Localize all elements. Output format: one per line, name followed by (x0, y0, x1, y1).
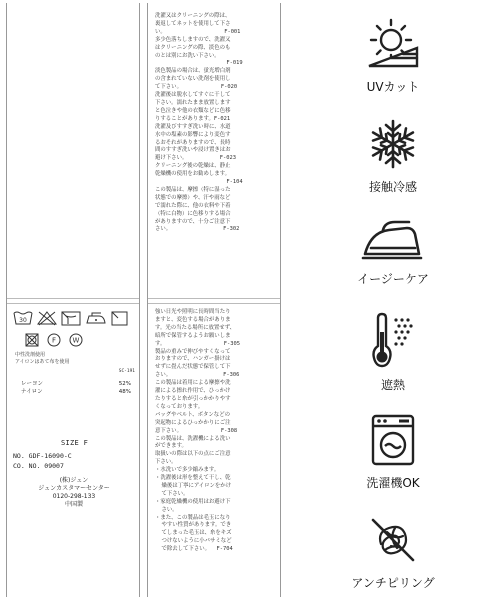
fold-line (7, 303, 139, 304)
iron-icon (361, 218, 425, 262)
svg-text:W: W (72, 336, 80, 345)
wet-clean-w-icon (69, 333, 83, 347)
feature-label: 接触冷感 (368, 180, 417, 194)
uv-cut-icon (365, 18, 421, 70)
no-bleach-icon (37, 310, 57, 326)
material-percent: 48% (118, 389, 131, 395)
care-symbols (13, 309, 135, 347)
customer-center: ジュンカスタマーセンター (38, 485, 110, 492)
flat-dry-icon (111, 310, 129, 326)
feature-anti-pilling (338, 514, 448, 591)
feature-easy-care (338, 218, 448, 287)
material-name: ナイロン (21, 389, 43, 395)
size-label: SIZE F (61, 439, 89, 447)
feature-cool-touch (338, 118, 448, 195)
composition-list (21, 380, 131, 396)
phone-number: 0120-298-133 (52, 493, 96, 500)
composition-row (21, 388, 131, 396)
wash-30-icon (13, 310, 33, 326)
composition-row (21, 380, 131, 388)
line-dry-shade-icon (61, 310, 81, 326)
feature-uv-cut (338, 18, 448, 95)
care-label-left (6, 3, 140, 597)
fold-line (7, 298, 139, 299)
feature-label: イージーケア (357, 272, 429, 286)
company-name: (株)ジュン (59, 477, 89, 484)
company-number: CO. NO. 09007 (13, 462, 64, 470)
feature-label: 洗濯機OK (366, 476, 420, 490)
care-instructions-bottom: 強い日光や照明に長時間当たり ますと、変色する場合がありま す。光の当たる場所に放置せず、 暗所で保管するようお願いしま す。 F-305 製品の重みで伸びやすくなって おりますので、ハンガー掛けは せずに畳んだ状態で保管して下 さい。 F-306 この製品は着用による摩擦や洗 濯による擦れ作用で、ひっかけ たりすると糸が引っかかりやす くなっております。 バッグやベルト、ボタンなどの 突起物によるひっかかりにご注 意下さい。 F-308 この製品は、洗濯機による洗い ができます。 取扱いの際は以下の点にご注意 下さい。 ・水洗いで多少縮みます。 ・洗濯後は形を整えて干し、乾 燥後は丁寧にアイロンをかけ て下さい。 ・家庭乾燥機の使用はお避け下 さい。 ・また、この製品は毛玉になり やすい性質があります。でき てしまった毛玉は、糸をキズ つけないように小バサミなど で除去して下さい。 F-704 (155, 309, 240, 553)
product-info (13, 439, 135, 509)
feature-label: アンチピリング (351, 576, 435, 590)
no-tumble-dry-icon (25, 333, 39, 347)
snowflake-icon (367, 118, 419, 170)
dry-clean-f-icon (47, 333, 61, 347)
thermometer-icon (368, 312, 418, 368)
care-note: 中性洗剤使用 アイロンはあて布を使用 (15, 352, 70, 365)
material-percent: 52% (118, 381, 131, 387)
care-instructions-top: 洗濯又はクリーニングの際は、 裏返してネットを使用して下さ い。 F-001 多少色落ちしますので、洗濯又 はクリーニングの際、淡色のも のとは別にお洗い下さい。 F-019 淡色製品の場合は、蛍光増白剤 の含まれていない洗剤を使用し て下さい。 F-020 洗濯後は脱水してすぐに干して 下さい。濡れたまま放置します と色泣きや他の衣類などに色移 りすることがあります。F-021 洗濯及びすすぎ洗い時に、水道 水中の塩素の影響により変色す るおそれがありますので、長時 間のすすぎ洗いや浸け置きはお 避け下さい。 F-023 クリーニング後の乾燥は、静止 乾燥機の使用をお勧めします。 F-104 この製品は、摩擦（特に湿った 状態での摩擦）や、汗や雨など で濡れた際に、他の衣料や下着 （特に白物）に色移りする場合 がありますので、十分ご注意下 さい。 F-302 (155, 13, 243, 233)
care-label-middle (147, 3, 281, 597)
feature-heat-shield (338, 312, 448, 393)
origin-country: 中国製 (64, 501, 83, 508)
fold-line (148, 303, 280, 304)
feature-label: 遮熱 (380, 378, 405, 392)
care-code: SC-191 (118, 369, 135, 374)
wash-temp-text: 30 (19, 317, 27, 324)
anti-pilling-icon (367, 514, 419, 566)
iron-low-icon (85, 310, 107, 326)
material-name: レーヨン (21, 381, 44, 387)
svg-text:F: F (51, 336, 57, 345)
feature-machine-washable (338, 414, 448, 491)
feature-label: UVカット (366, 80, 420, 94)
product-number: NO. GDF-16090-C (13, 452, 72, 460)
company-block (13, 477, 135, 509)
washing-machine-icon (369, 414, 417, 466)
fold-line (148, 298, 280, 299)
